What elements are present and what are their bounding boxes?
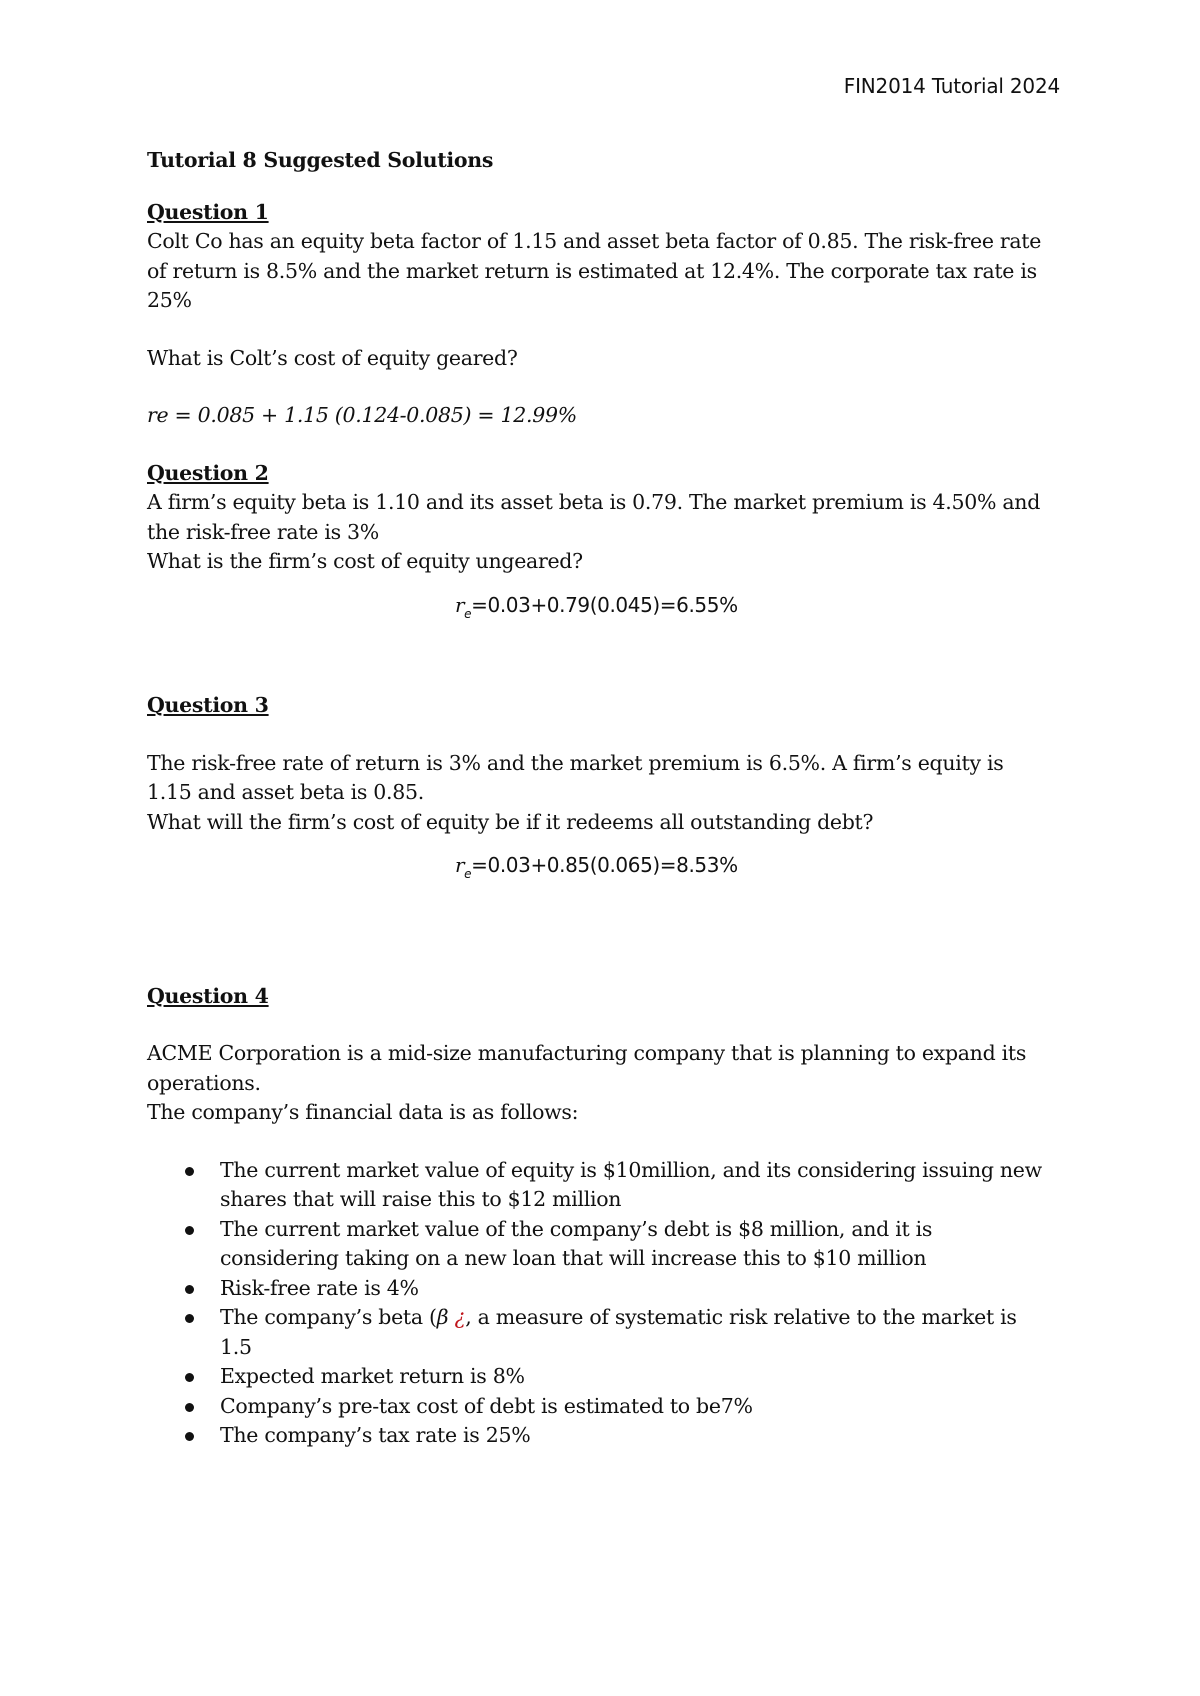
beta-placeholder-glyph: ¿: [454, 1305, 466, 1329]
q1-question: What is Colt’s cost of equity geared?: [147, 345, 518, 370]
bullet-icon: [185, 1373, 194, 1382]
bullet-icon: [185, 1403, 194, 1412]
list-item-text: The company’s tax rate is 25%: [220, 1423, 531, 1447]
question-3-heading: Question 3: [147, 693, 269, 717]
bullet-icon: [185, 1285, 194, 1294]
list-item-text: Company’s pre-tax cost of debt is estimated to be7%: [220, 1393, 753, 1418]
q3-formula: [147, 851, 1067, 890]
list-item: [147, 1274, 1067, 1304]
q4-intro-line: ACME Corporation is a mid-size manufacturing company that is planning to expand its: [147, 1041, 1027, 1065]
bullet-icon: [185, 1167, 194, 1176]
bullet-icon: [185, 1314, 194, 1323]
q3-question: What will the firm’s cost of equity be if it redeems all outstanding debt?: [147, 809, 874, 834]
list-item-text: The current market value of the company’s debt is $8 million, and it is: [220, 1216, 933, 1241]
list-item-text: considering taking on a new loan that will increase this to $10 million: [220, 1246, 927, 1270]
formula-expression: =0.03+0.79(0.045)=6.55%: [471, 592, 738, 617]
question-2-heading: Question 2: [147, 460, 269, 485]
question-4-heading: Question 4: [147, 983, 269, 1008]
list-item: [147, 1156, 1067, 1215]
list-item: [147, 1392, 1067, 1422]
beta-bullet-pre: The company’s beta (: [220, 1305, 437, 1329]
document-body: [147, 146, 1067, 1451]
formula-expression: =0.03+0.85(0.065)=8.53%: [471, 853, 738, 877]
formula-subscript: e: [464, 867, 472, 881]
list-item-text: [220, 1303, 1067, 1333]
question-1-heading: Question 1: [147, 199, 269, 224]
q3-body-line: 1.15 and asset beta is 0.85.: [147, 780, 424, 804]
list-item-text: 1.5: [220, 1334, 252, 1359]
document-title: Tutorial 8 Suggested Solutions: [147, 148, 494, 172]
bullet-icon: [185, 1226, 194, 1235]
q4-intro-line: operations.: [147, 1070, 261, 1095]
bullet-icon: [185, 1432, 194, 1441]
q3-body-line: The risk-free rate of return is 3% and the market premium is 6.5%. A firm’s equity is: [147, 750, 1004, 775]
q1-body-line: 25%: [147, 288, 192, 312]
q4-bullet-list: [147, 1156, 1067, 1451]
q1-body-line: Colt Co has an equity beta factor of 1.15 and asset beta factor of 0.85. The risk-free rate: [147, 229, 1042, 253]
beta-bullet-post: , a measure of systematic risk relative to the market is: [465, 1305, 1017, 1329]
list-item: [147, 1362, 1067, 1392]
list-item-text: Risk-free rate is 4%: [220, 1275, 419, 1300]
formula-symbol: r: [455, 592, 465, 617]
list-item: [147, 1215, 1067, 1274]
list-item: [147, 1303, 1067, 1362]
q2-body-line: A firm’s equity beta is 1.10 and its asset beta is 0.79. The market premium is 4.50% and: [147, 490, 1041, 514]
formula-symbol: r: [455, 853, 465, 877]
list-item-text: Expected market return is 8%: [220, 1364, 525, 1388]
q2-body-line: the risk-free rate is 3%: [147, 519, 379, 544]
list-item-text: shares that will raise this to $12 million: [220, 1187, 622, 1211]
list-item-text: The current market value of equity is $10million, and its considering issuing new: [220, 1157, 1042, 1182]
q1-answer: re = 0.085 + 1.15 (0.124-0.085) = 12.99%: [147, 403, 577, 427]
formula-subscript: e: [464, 606, 472, 621]
q2-formula: [147, 591, 1067, 630]
beta-symbol: β: [436, 1305, 449, 1329]
q4-intro-line: The company’s financial data is as follows:: [147, 1100, 579, 1124]
q2-question: What is the firm’s cost of equity ungeared?: [147, 549, 583, 573]
page-header: FIN2014 Tutorial 2024: [843, 74, 1060, 98]
list-item: [147, 1421, 1067, 1451]
q1-body-line: of return is 8.5% and the market return is estimated at 12.4%. The corporate tax rate is: [147, 258, 1037, 283]
